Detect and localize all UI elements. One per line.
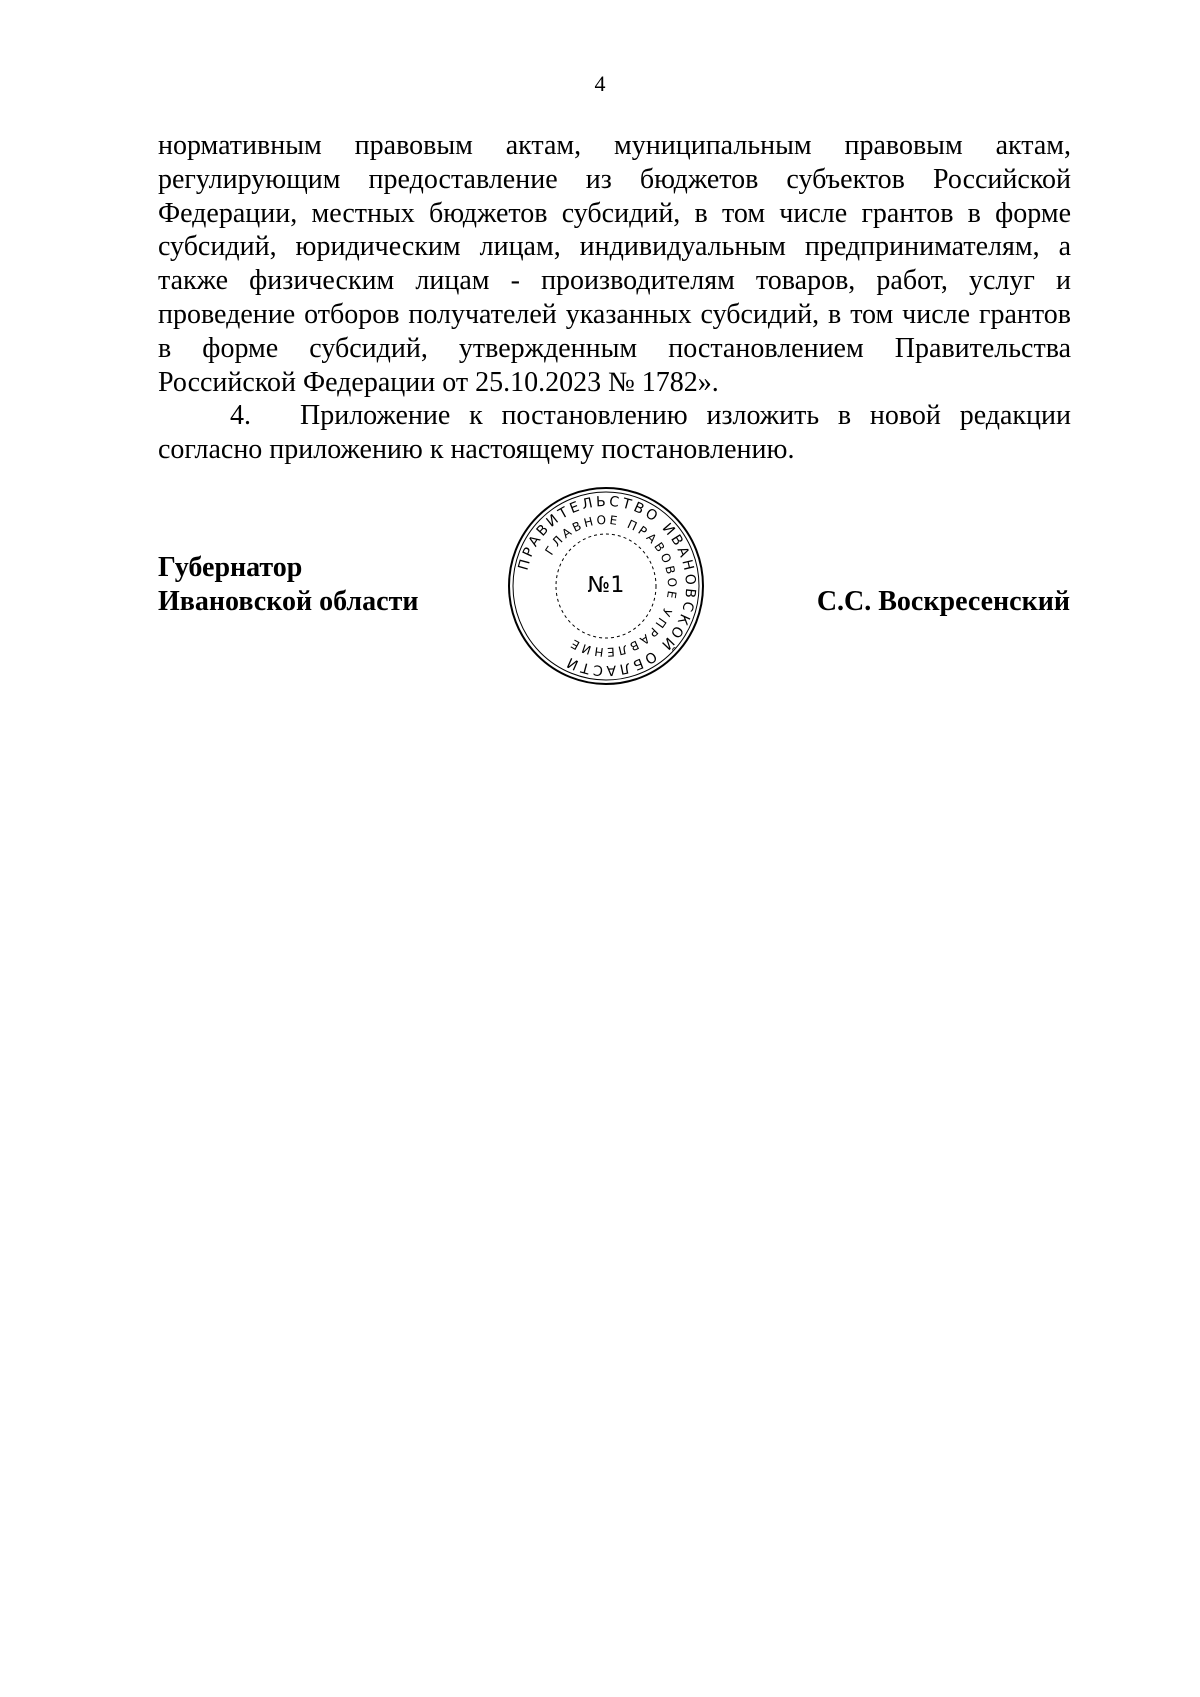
item-4-first-line <box>158 399 1071 433</box>
item-4-second-line: согласно приложению к настоящему постановлению. <box>158 434 795 466</box>
page-number: 4 <box>594 71 606 96</box>
signatory-position-line-2: Ивановской области <box>158 586 419 617</box>
item-4-text: Приложение к постановлению изложить в новой редакции <box>300 400 1071 432</box>
signatory-position-line-1: Губернатор <box>158 552 303 583</box>
official-stamp <box>506 485 706 687</box>
stamp-center-text: №1 <box>587 573 625 598</box>
body-line-6: проведение отборов получателей указанных субсидий, в том числе грантов <box>158 298 1071 330</box>
body-line-2: регулирующим предоставление из бюджетов субъектов Российской <box>158 163 1071 195</box>
signatory-name: С.С. Воскресенский <box>816 586 1070 617</box>
body-line-8: Российской Федерации от 25.10.2023 № 1782». <box>158 366 719 398</box>
signatory-position <box>158 551 418 619</box>
body-line-5: также физическим лицам - производителям товаров, работ, услуг и <box>158 265 1071 297</box>
body-line-3: Федерации, местных бюджетов субсидий, в том числе грантов в форме <box>158 197 1071 229</box>
body-line-7: в форме субсидий, утвержденным постановлением Правительства <box>158 332 1071 364</box>
body-line-1: нормативным правовым актам, муниципальным правовым актам, <box>158 130 1071 161</box>
item-4-number: 4. <box>230 400 251 432</box>
body-line-4: субсидий, юридическим лицам, индивидуальным предпринимателям, а <box>158 231 1071 263</box>
stamp-inner-text: ГЛАВНОЕ ПРАВОВОЕ УПРАВЛЕНИЕ <box>542 512 680 660</box>
document-body <box>158 129 1071 467</box>
stamp-outer-text: ПРАВИТЕЛЬСТВО ИВАНОВСКОЙ ОБЛАСТИ <box>515 493 699 679</box>
stamp-seal-icon <box>506 485 706 687</box>
